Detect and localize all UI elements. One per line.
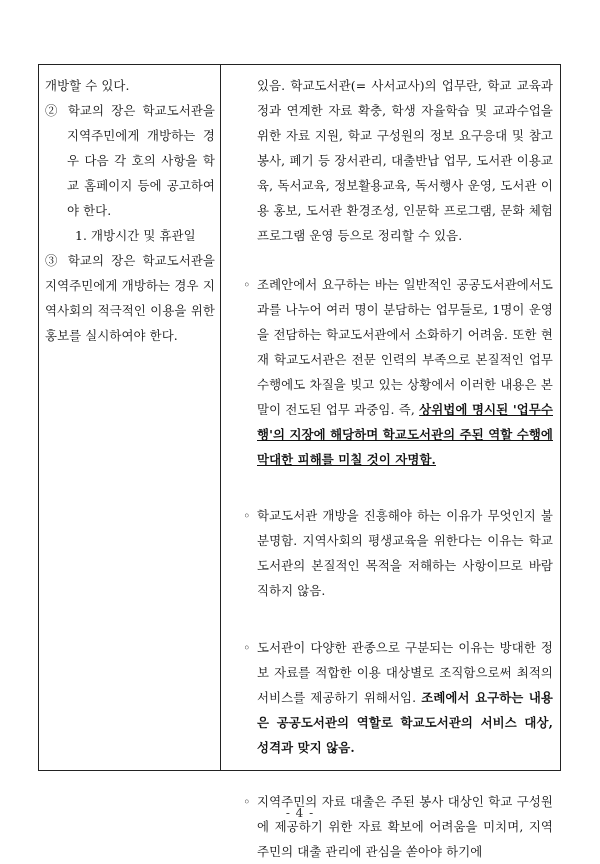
left-list-item-1: 1. 개방시간 및 휴관일 bbox=[75, 228, 196, 243]
left-column bbox=[45, 73, 215, 348]
column-divider bbox=[220, 65, 221, 770]
bullet-3-emphasis: 조례에서 요구하는 내용은 공공도서관의 역할로 학교도서관의 서비스 대상, 성격과 맞지 않음. bbox=[257, 690, 553, 755]
right-continuation: 있음. 학교도서관(= 사서교사)의 업무란, 학교 교육과정과 연계한 자료 확충, 학생 자율학습 및 교과수업을 위한 자료 지원, 학교 구성원의 정보 요구응대 및 참고봉사, 폐기 등 장서관리, 대출반납 업무, 도서관 이용교육, 독서교육, 정보활용교육, 독서행사 운영, 도서관 이용 홍보, 도서관 환경조성, 인문학 프로그램, 문화 체험 프로그램 운영 등으로 정리할 수 있음. bbox=[257, 78, 553, 243]
bullet-marker: ◦ bbox=[243, 794, 251, 809]
page-number: - 4 - bbox=[285, 806, 315, 820]
bullet-marker: ◦ bbox=[243, 277, 251, 292]
bullet-marker: ◦ bbox=[243, 508, 251, 523]
bullet-3-text: 도서관이 다양한 관종으로 구분되는 이유는 방대한 정보 자료를 적합한 이용 대상별로 조직함으로써 최적의 서비스를 제공하기 위해서임. bbox=[257, 640, 553, 705]
left-paragraph-2: ② 학교의 장은 학교도서관을 지역주민에게 개방하는 경우 다음 각 호의 사항을 학교 홈페이지 등에 공고하여야 한다. bbox=[45, 103, 215, 218]
bullet-1-text: 조례안에서 요구하는 바는 일반적인 공공도서관에서도 과를 나누어 여러 명이 분담하는 업무들로, 1명이 운영을 전담하는 학교도서관에서 소화하기 어려움. 또한 현재 학교도서관은 전문 인력의 부족으로 본질적인 업무수행에도 차질을 빚고 있는 상황에서 이러한 내용은 본말이 전도된 업무 과중임. 즉, bbox=[257, 277, 553, 417]
left-paragraph-3: ③ 학교의 장은 학교도서관을 지역주민에게 개방하는 경우 지역사회의 적극적인 이용을 위한 홍보를 실시하여야 한다. bbox=[45, 253, 215, 343]
bullet-4-text: 지역주민의 자료 대출은 주된 봉사 대상인 학교 구성원에 제공하기 위한 자료 확보에 어려움을 미치며, 지역주민의 대출 관리에 관심을 쏟아야 하기에 bbox=[257, 794, 553, 859]
right-bullet-2 bbox=[229, 503, 553, 603]
right-bullet-4 bbox=[229, 789, 553, 864]
right-bullet-3 bbox=[229, 635, 553, 760]
left-paragraph-1: 개방할 수 있다. bbox=[45, 78, 130, 93]
comparison-table bbox=[38, 64, 561, 859]
bullet-2-text: 학교도서관 개방을 진흥해야 하는 이유가 무엇인지 불분명함. 지역사회의 평생교육을 위한다는 이유는 학교도서관의 본질적인 목적을 저해하는 사항이므로 바람직하지 않음. bbox=[257, 508, 553, 598]
right-bullet-1 bbox=[229, 272, 553, 472]
bullet-marker: ◦ bbox=[243, 640, 251, 655]
bullet-1-emphasis: 상위법에 명시된 '업무수행'의 지장에 해당하며 학교도서관의 주된 역할 수행에 막대한 피해를 미칠 것이 자명함. bbox=[257, 402, 553, 467]
right-column bbox=[229, 73, 553, 864]
